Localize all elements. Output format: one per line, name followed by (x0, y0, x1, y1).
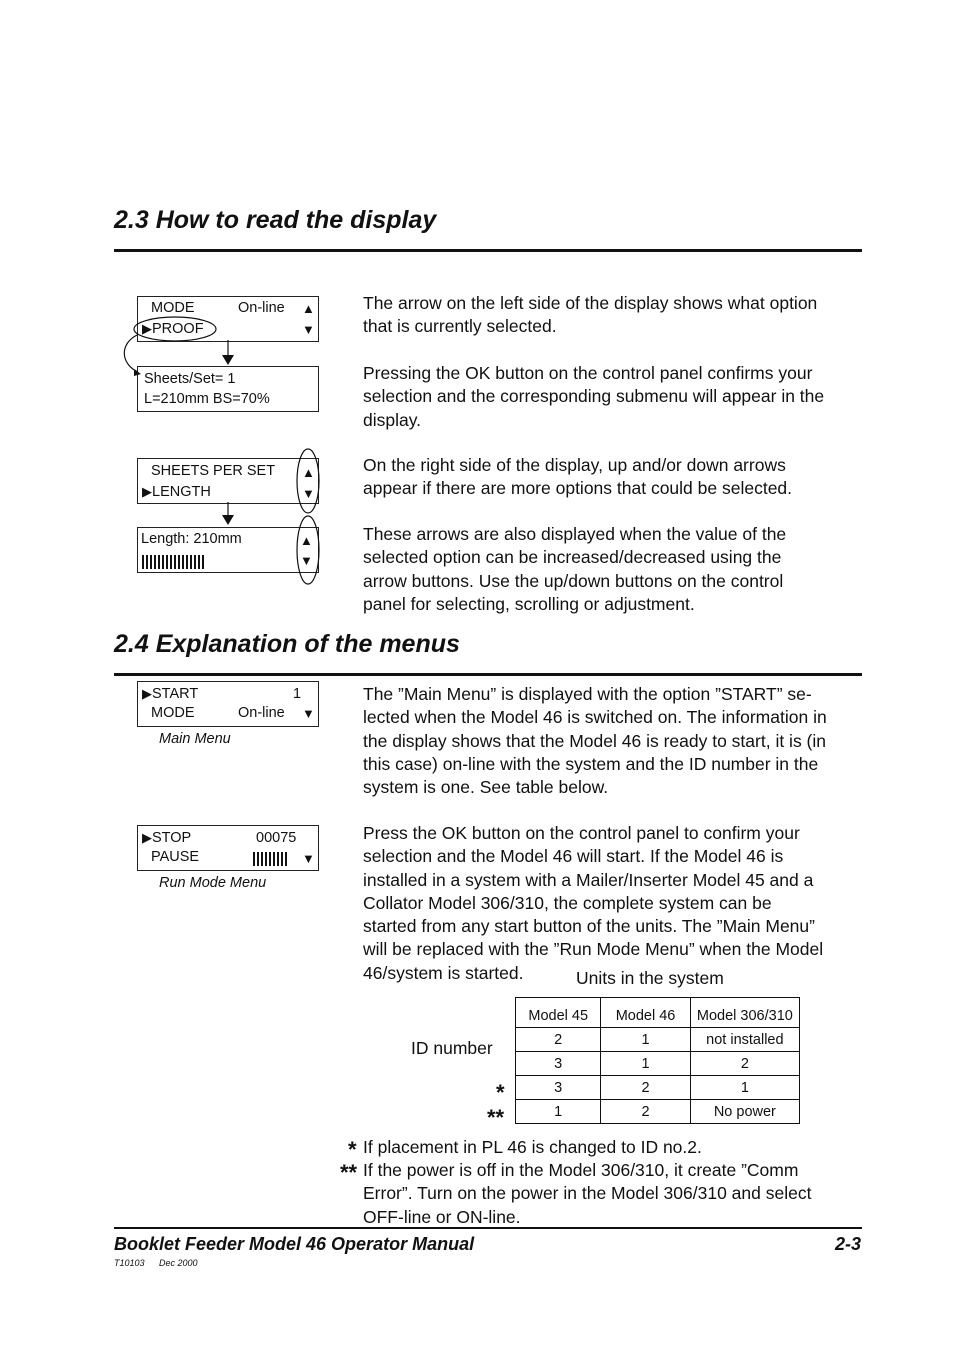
text-line: 46/system is started. (363, 962, 524, 983)
footnote-2 (363, 1159, 811, 1229)
display-line-label: PAUSE (151, 849, 200, 865)
text-line: display. (363, 409, 422, 430)
display-line-1: Sheets/Set= 1 (144, 371, 236, 387)
up-arrow-icon: ▲ (302, 301, 315, 316)
display-line-value: On-line (238, 300, 285, 316)
text-line: If placement in PL 46 is changed to ID no.2. (363, 1137, 702, 1157)
display-line-option: PROOF (152, 321, 204, 337)
down-arrow-icon: ▼ (302, 322, 315, 337)
down-arrow-icon: ▼ (302, 706, 315, 721)
up-arrow-icon: ▲ (300, 533, 313, 548)
text-line: appear if there are more options that could be selected. (363, 478, 793, 499)
footnote-mark: * (496, 1080, 505, 1105)
down-arrow-icon: ▼ (302, 851, 315, 866)
paragraph-arrow-buttons (363, 523, 786, 616)
text-line: The arrow on the left side of the display shows what option (363, 293, 818, 313)
flow-arrowhead (222, 515, 234, 525)
paragraph-selected-option (363, 292, 817, 339)
text-line: The ”Main Menu” is displayed with the option ”START” se- (363, 684, 812, 704)
text-line: selected option can be increased/decreased using the (363, 547, 782, 568)
text-line: arrow buttons. Use the up/down buttons on the control (363, 570, 784, 591)
table-row (516, 1028, 800, 1052)
display-line-option: LENGTH (152, 484, 211, 500)
footnote-mark: ** (487, 1105, 505, 1130)
down-arrow-icon: ▼ (300, 553, 313, 568)
footer-divider (114, 1227, 862, 1229)
display-line-1: Length: 210mm (141, 531, 242, 547)
document-date: Dec 2000 (159, 1258, 198, 1268)
text-line: started from any start button of the units. The ”Main Menu” (363, 916, 815, 937)
table-header-cell: Model 306/310 (690, 998, 799, 1028)
section-divider (114, 673, 862, 676)
table-header-row (516, 998, 800, 1028)
footnote-mark: * (348, 1137, 357, 1162)
text-line: lected when the Model 46 is switched on. The information in (363, 707, 827, 728)
paragraph-right-arrows (363, 454, 792, 501)
selection-arrow-icon: ▶ (142, 830, 152, 845)
text-line: Error”. Turn on the power in the Model 306/310 and select (363, 1183, 812, 1204)
display-line-2: L=210mm BS=70% (144, 391, 270, 407)
footer-title: Booklet Feeder Model 46 Operator Manual (114, 1234, 475, 1254)
run-mode-menu-caption: Run Mode Menu (159, 875, 267, 891)
table-cell: 2 (690, 1052, 799, 1076)
table-title: Units in the system (576, 968, 724, 988)
document-code: T10103 (114, 1258, 145, 1268)
table-cell: 1 (601, 1028, 690, 1052)
selection-highlight-ellipse (134, 317, 216, 341)
text-line: system is one. See table below. (363, 777, 609, 798)
display-line-value: 00075 (256, 830, 297, 846)
arrows-highlight-ellipse (297, 516, 319, 584)
text-line: selection and the corresponding submenu will appear in the (363, 386, 825, 407)
table-cell: 1 (516, 1100, 601, 1124)
text-line: Pressing the OK button on the control panel confirms your (363, 363, 813, 383)
table-cell: 1 (690, 1076, 799, 1100)
text-line: will be replaced with the ”Run Mode Menu” when the Model (363, 939, 824, 960)
text-line: installed in a system with a Mailer/Inserter Model 45 and a (363, 869, 814, 890)
main-menu-caption: Main Menu (159, 731, 231, 747)
level-bar-icon (253, 852, 289, 866)
display-line-label: START (152, 686, 199, 702)
page-number: 2-3 (835, 1234, 862, 1254)
text-line: OFF-line or ON-line. (363, 1206, 521, 1227)
connector-arrowhead (134, 369, 141, 376)
table-header-cell: Model 46 (601, 998, 690, 1028)
display-line-value: 1 (293, 686, 302, 702)
selection-arrow-icon: ▶ (142, 484, 152, 499)
id-number-table (515, 997, 800, 1124)
table-cell: not installed (690, 1028, 799, 1052)
table-cell: 2 (516, 1028, 601, 1052)
text-line: Press the OK button on the control panel to confirm your (363, 823, 800, 843)
footnote-mark: ** (340, 1160, 358, 1185)
table-header-cell: Model 45 (516, 998, 601, 1028)
footnote-1 (363, 1136, 702, 1159)
text-line: panel for selecting, scrolling or adjustment. (363, 593, 695, 614)
flow-arrowhead (222, 355, 234, 365)
section-2-4-heading: 2.4 Explanation of the menus (114, 630, 460, 658)
table-row (516, 1076, 800, 1100)
table-cell: 3 (516, 1076, 601, 1100)
display-main-menu (137, 681, 319, 727)
text-line: this case) on-line with the system and the ID number in the (363, 753, 819, 774)
text-line: selection and the Model 46 will start. If the Model 46 is (363, 846, 784, 867)
table-cell: No power (690, 1100, 799, 1124)
display-line-label: STOP (152, 830, 192, 846)
section-2-3-heading: 2.3 How to read the display (114, 206, 437, 234)
text-line: If the power is off in the Model 306/310, it create ”Comm (363, 1160, 799, 1180)
display-line-label: MODE (151, 705, 195, 721)
selection-connector-line (124, 335, 138, 372)
text-line: On the right side of the display, up and/or down arrows (363, 455, 786, 475)
table-cell: 2 (601, 1100, 690, 1124)
text-line: that is currently selected. (363, 316, 557, 337)
arrows-highlight-ellipse (297, 449, 319, 513)
table-row (516, 1100, 800, 1124)
display-line-label: MODE (151, 300, 195, 316)
paragraph-run-mode (363, 822, 823, 985)
table-cell: 2 (601, 1076, 690, 1100)
display-line-value: On-line (238, 705, 285, 721)
table-row-label: ID number (411, 1038, 493, 1058)
selection-arrow-icon: ▶ (142, 321, 152, 336)
text-line: These arrows are also displayed when the value of the (363, 524, 787, 544)
paragraph-main-menu (363, 683, 827, 799)
up-arrow-icon: ▲ (302, 465, 315, 480)
down-arrow-icon: ▼ (302, 486, 315, 501)
text-line: Collator Model 306/310, the complete system can be (363, 892, 772, 913)
display-line-1: SHEETS PER SET (151, 463, 276, 479)
table-cell: 1 (601, 1052, 690, 1076)
display-run-mode-menu (137, 825, 319, 871)
text-line: the display shows that the Model 46 is ready to start, it is (in (363, 730, 826, 751)
selection-arrow-icon: ▶ (142, 686, 152, 701)
table-row (516, 1052, 800, 1076)
paragraph-ok-button (363, 362, 824, 432)
table-cell: 3 (516, 1052, 601, 1076)
